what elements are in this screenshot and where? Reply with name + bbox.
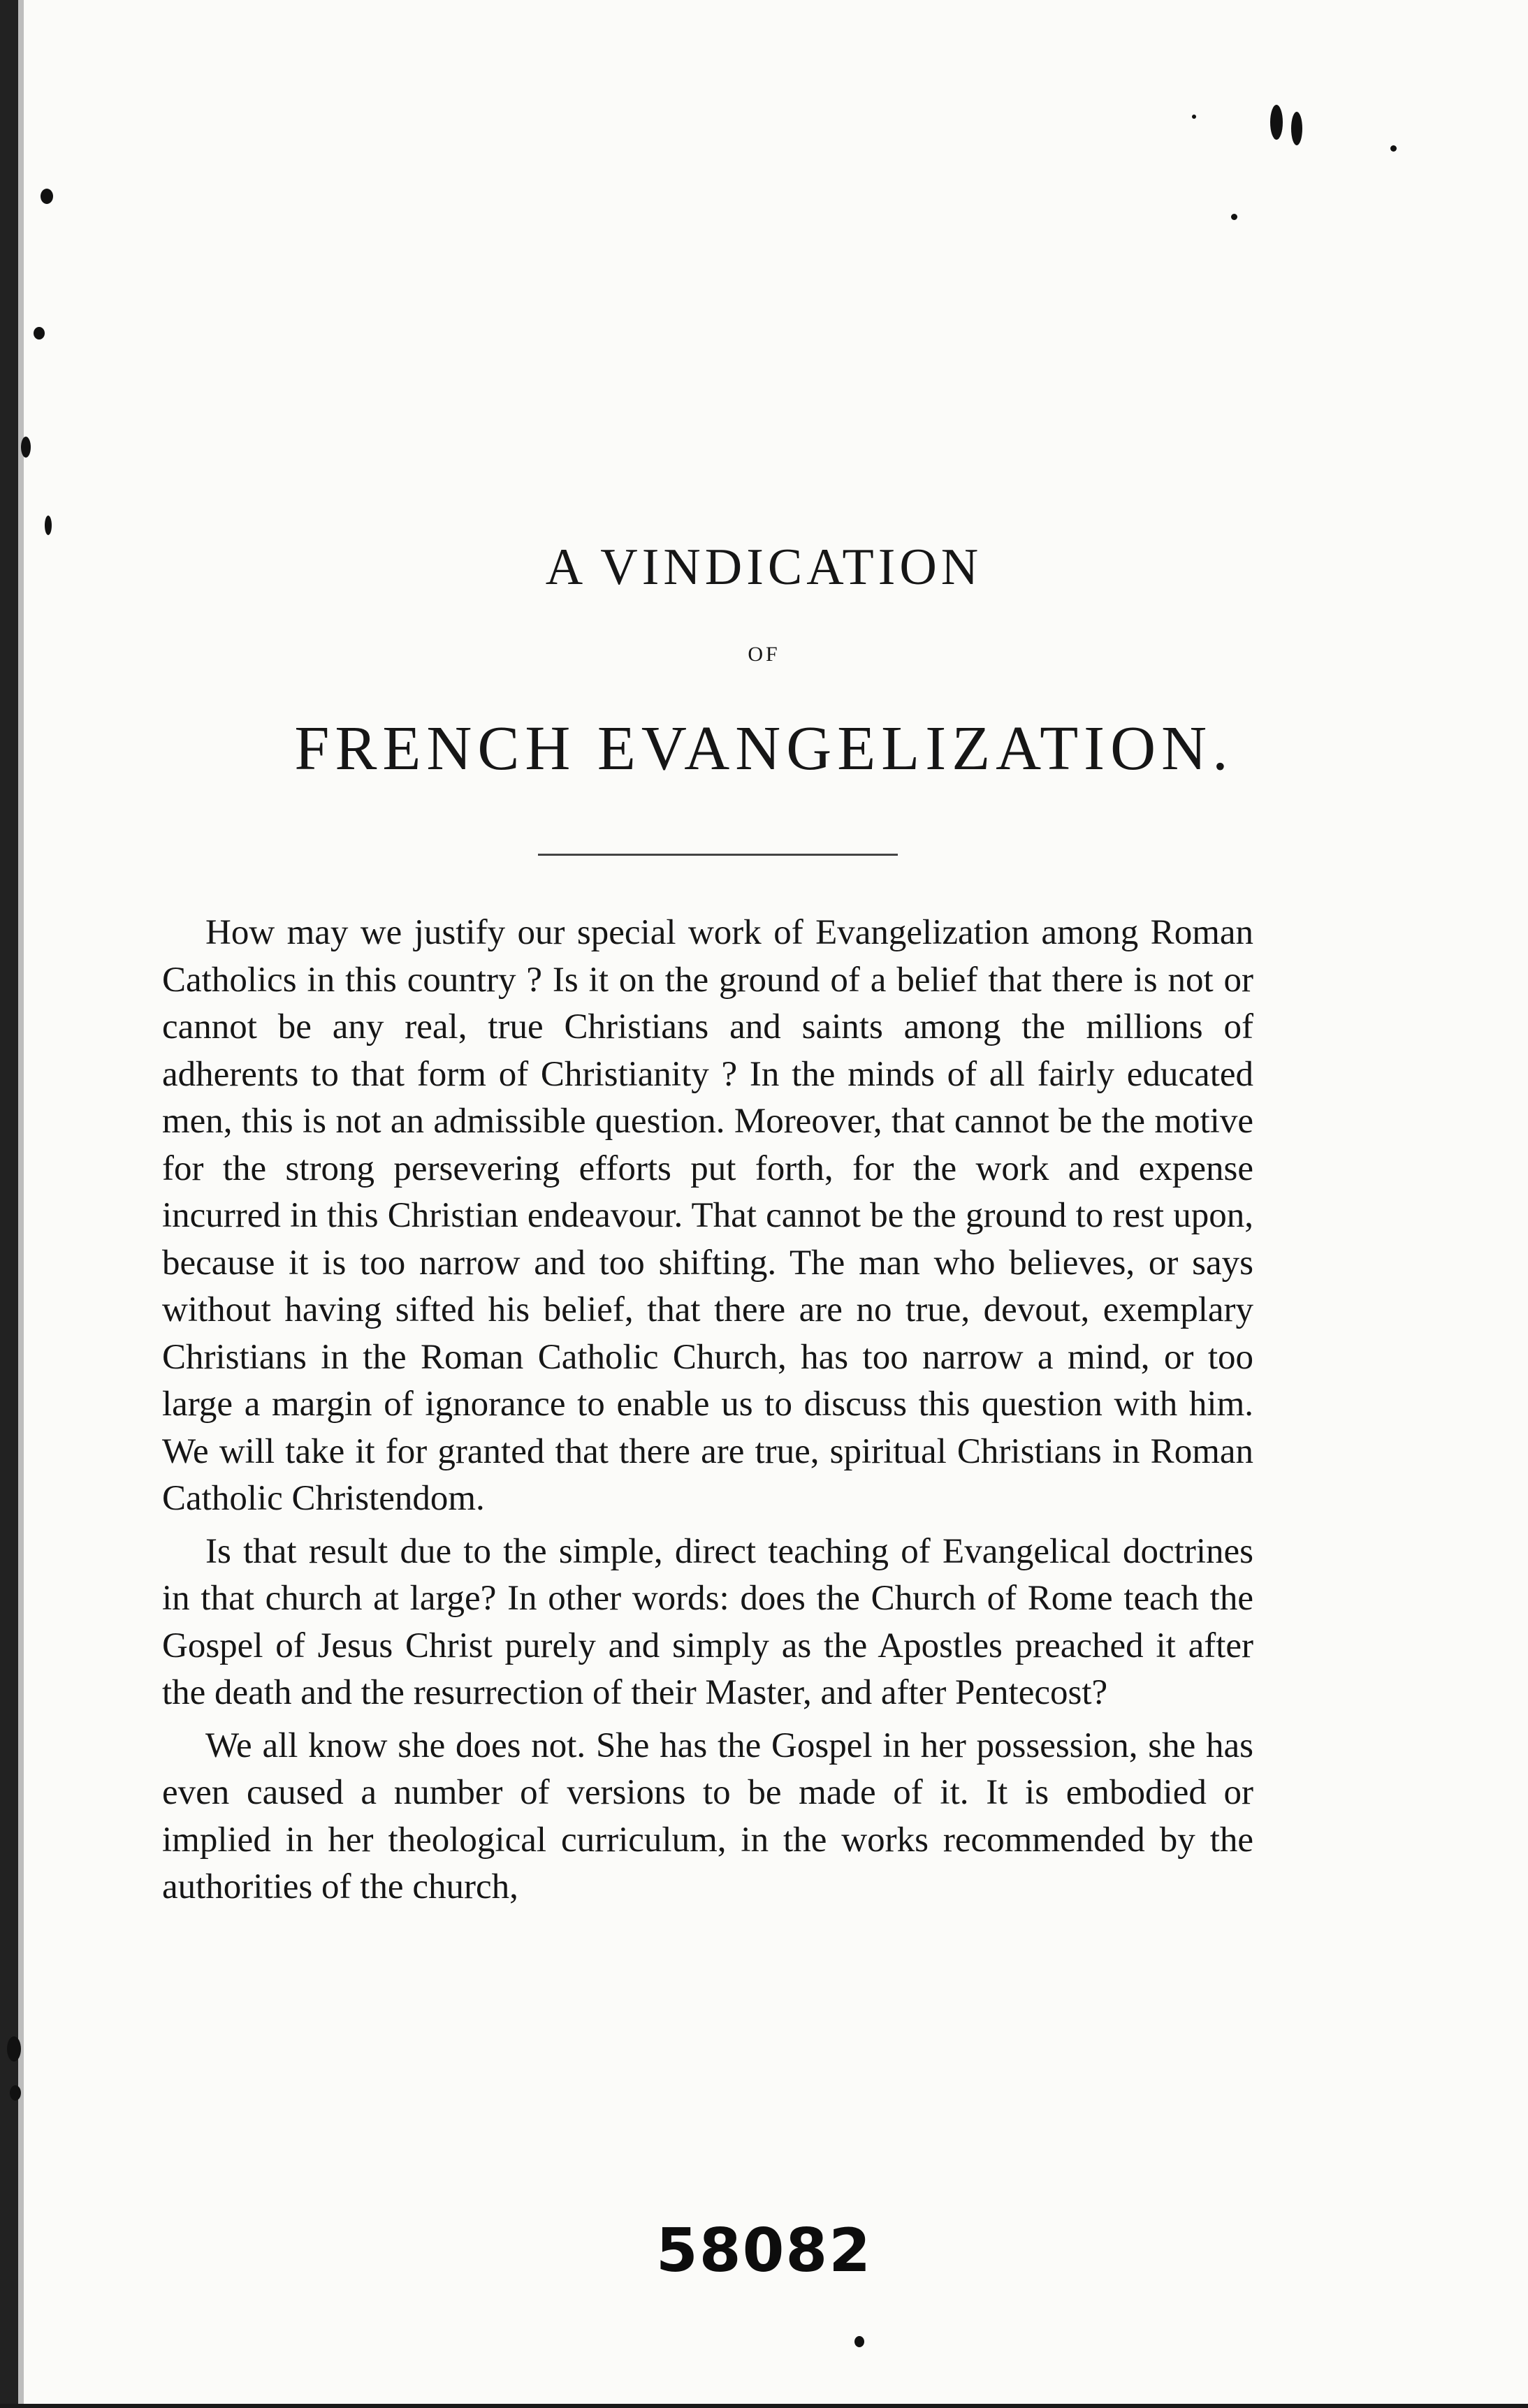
scan-speck: [41, 189, 53, 204]
scan-speck: [1270, 105, 1283, 140]
title-divider: [538, 854, 898, 856]
scan-speck: [1231, 214, 1237, 220]
scan-speck: [1192, 115, 1196, 119]
scan-border-bottom: [0, 2404, 1528, 2408]
body-text: [162, 910, 1253, 1911]
scan-speck: [7, 2036, 21, 2062]
catalog-stamp-number: 58082: [655, 2216, 873, 2286]
paragraph: How may we justify our special work of Evangelization among Roman Catholics in this country ? Is it on the ground of a belief that there is not or cannot be any real, true Christians and saints among the millions of adherents to that form of Christianity ? In the minds of all fairly educated men, this is not an admissible question. Moreover, that cannot be the motive for the strong persevering efforts put forth, for the work and expense incurred in this Christian endeavour. That cannot be the ground to rest upon, because it is too narrow and too shifting. The man who believes, or says without having sifted his belief, that there are no true, devout, exemplary Christians in the Roman Catholic Church, has too narrow a mind, or too large a margin of ignorance to enable us to discuss this question with him. We will take it for granted that there are true, spiritual Christians in Roman Catholic Christendom.: [162, 913, 1253, 1518]
scan-speck: [854, 2336, 864, 2347]
scan-speck: [10, 2085, 21, 2101]
scan-speck: [1390, 145, 1397, 152]
title-connector: OF: [748, 643, 780, 666]
scan-speck: [34, 327, 45, 340]
title-line-2: FRENCH EVANGELIZATION.: [294, 714, 1234, 783]
scan-speck: [45, 516, 52, 535]
scan-speck: [1291, 112, 1302, 145]
paragraph: We all know she does not. She has the Gospel in her possession, she has even caused a number of versions to be made of it. It is embodied or implied in her theological curriculum, in the works recommended by the authorities of the church,: [162, 1725, 1253, 1906]
paragraph: Is that result due to the simple, direct teaching of Evangelical doctrines in that church at large? In other words: does the Church of Rome teach the Gospel of Jesus Christ purely and simply as the Apostles preached it after the death and the resurrection of their Master, and after Pentecost?: [162, 1531, 1253, 1712]
scan-speck: [21, 437, 31, 458]
title-line-1: A VINDICATION: [545, 539, 983, 596]
